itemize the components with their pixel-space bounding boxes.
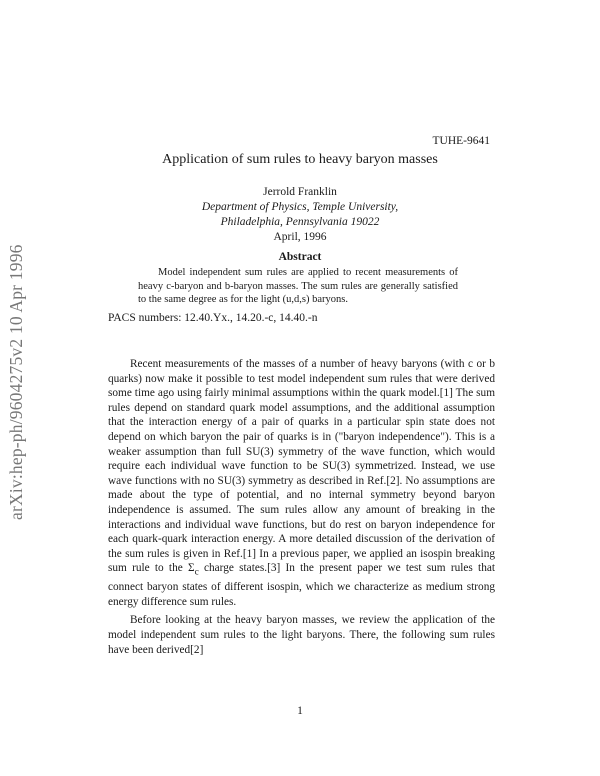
affiliation-line-1: Department of Physics, Temple University, <box>201 201 399 213</box>
paragraph-2: Before looking at the heavy baryon masses, we review the application of the model independent sum rules to the light baryons. There, the following sum rules have been derived[2] <box>108 614 495 656</box>
arxiv-stamp: arXiv:hep-ph/9604275v2 10 Apr 1996 <box>6 244 26 520</box>
body-text <box>108 357 495 657</box>
sigma-symbol: Σ <box>187 562 195 575</box>
sigma-subscript: c <box>194 567 199 578</box>
abstract-heading: Abstract <box>278 251 322 263</box>
abstract-text: Model independent sum rules are applied to recent measurements of heavy c-baryon and b-baryon masses. The sum rules are generally satisfied to the same degree as for the light (u,d,s) baryons. <box>138 267 458 305</box>
date: April, 1996 <box>273 231 327 243</box>
pacs-numbers: PACS numbers: 12.40.Yx., 14.20.-c, 14.40.-n <box>108 312 318 324</box>
affiliation-line-2: Philadelphia, Pennsylvania 19022 <box>220 216 380 228</box>
author-name: Jerrold Franklin <box>263 186 337 198</box>
report-number: TUHE-9641 <box>432 135 490 147</box>
paragraph-1-part-b: charge states.[3] In the present paper we test sum rules that connect baryon states of different isospin, which we characterize as medium strong energy difference sum rules. <box>108 562 495 608</box>
paragraph-1 <box>108 357 495 609</box>
paper-title: Application of sum rules to heavy baryon masses <box>162 152 438 167</box>
page-number: 1 <box>297 705 303 717</box>
paragraph-1-part-a: Recent measurements of the masses of a number of heavy baryons (with c or b quarks) now make it possible to test model independent sum rules that were derived some time ago using fairly minimal assumptions within the quark model.[1] The sum rules depend on standard quark model assumptions, and the additional assumption that the interaction energy of a pair of quarks in a particular spin state does not depend on which baryon the pair of quarks is in ("baryon independence"). This is a weaker assumption than full SU(3) symmetry of the wave function, which would require each individual wave function to be SU(3) symmetrized. Instead, we use wave functions with no SU(3) symmetry as described in Ref.[2]. No assumptions are made about the type of potential, and no internal symmetry beyond baryon independence is assumed. The sum rules allow any amount of breaking in the interactions and individual wave functions, but do rest on baryon independence for each quark-quark interaction energy. A more detailed discussion of the derivation of the sum rules is given in Ref.[1] In a previous paper, we applied an isospin breaking sum rule to the <box>108 358 495 575</box>
